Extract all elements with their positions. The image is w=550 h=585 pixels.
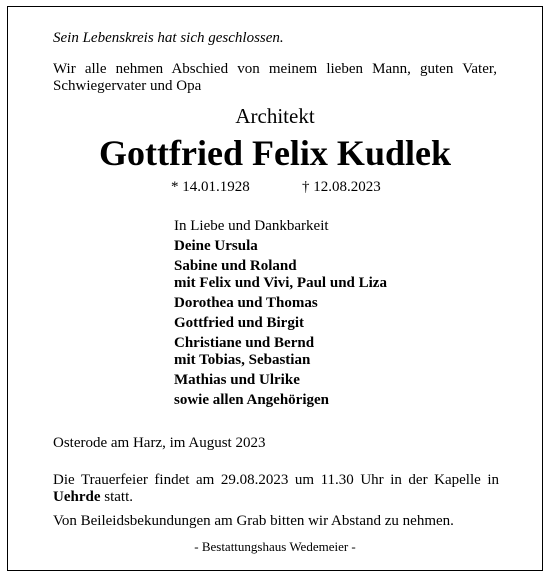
family-entry — [174, 372, 387, 389]
family-line: Mathias und Ulrike — [174, 372, 300, 388]
family-line: Deine Ursula — [174, 238, 258, 254]
ceremony-text — [53, 472, 499, 506]
ceremony-text-end: statt. — [100, 489, 133, 505]
obituary-notice — [7, 6, 543, 571]
profession: Architekt — [235, 104, 315, 128]
condolence-note: Von Beileidsbekundungen am Grab bitten wir Abstand zu nehmen. — [53, 513, 454, 529]
family-list — [174, 238, 387, 412]
intro-text: Wir alle nehmen Abschied von meinem lieben Mann, guten Vater, Schwiegervater und Opa — [53, 61, 497, 94]
deceased-name: Gottfried Felix Kudlek — [99, 133, 451, 173]
family-entry — [174, 258, 387, 292]
family-line: sowie allen Angehörigen — [174, 392, 330, 408]
motto: Sein Lebenskreis hat sich geschlossen. — [53, 30, 284, 46]
ceremony-text-start: Die Trauerfeier findet am 29.08.2023 um 11.30 Uhr in der Kapelle in — [53, 472, 499, 488]
ceremony-place: Uehrde — [53, 489, 101, 505]
birth-date: * 14.01.1928 — [171, 179, 250, 195]
family-line: mit Felix und Vivi, Paul und Liza — [174, 275, 387, 291]
family-line: mit Tobias, Sebastian — [174, 352, 311, 368]
family-entry — [174, 335, 387, 369]
family-line: Sabine und Roland — [174, 258, 297, 274]
family-line: Christiane und Bernd — [174, 335, 315, 351]
death-date: † 12.08.2023 — [302, 179, 381, 195]
family-line: Dorothea und Thomas — [174, 295, 318, 311]
place-date: Osterode am Harz, im August 2023 — [53, 435, 266, 451]
family-entry — [174, 315, 387, 332]
family-entry — [174, 238, 387, 255]
gratitude-line: In Liebe und Dankbarkeit — [174, 218, 329, 234]
family-entry — [174, 295, 387, 312]
undertaker-credit: - Bestattungshaus Wedemeier - — [194, 539, 356, 554]
family-entry — [174, 392, 387, 409]
family-line: Gottfried und Birgit — [174, 315, 304, 331]
